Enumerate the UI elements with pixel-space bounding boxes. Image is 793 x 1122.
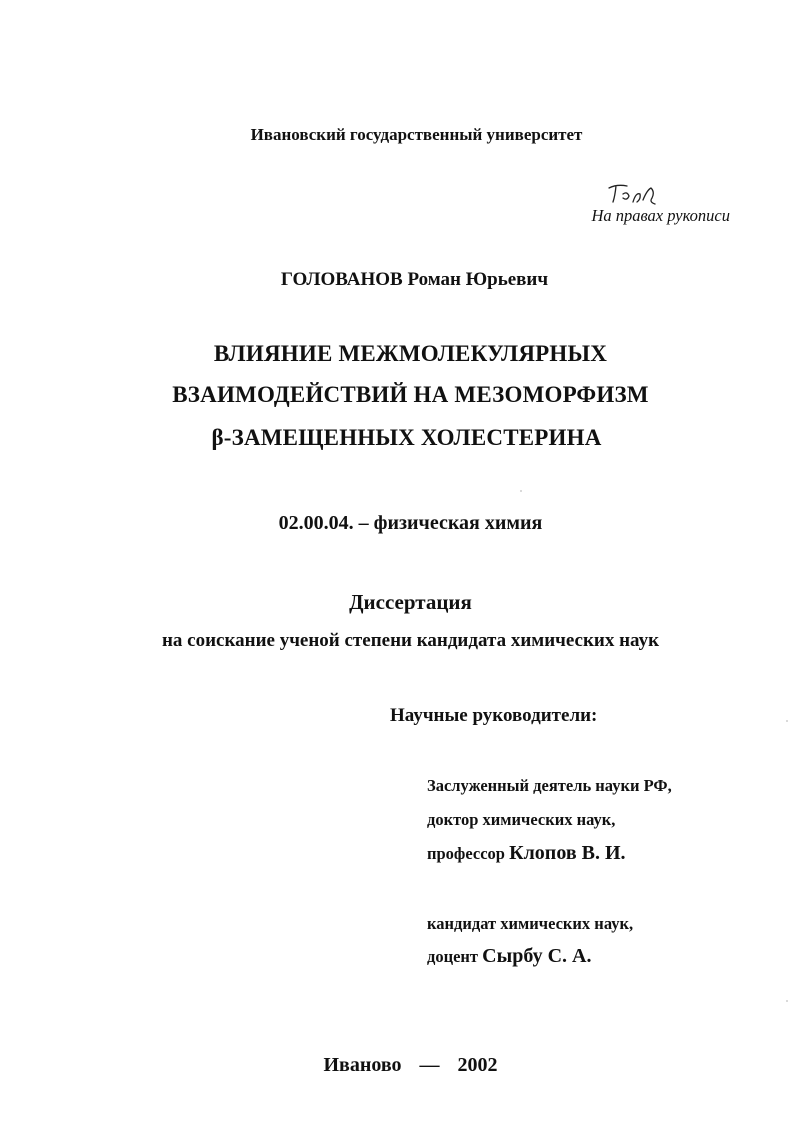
scan-speck: [786, 1000, 788, 1002]
specialty-code: 02.00.04. – физическая химия: [278, 512, 543, 534]
supervisor2-rank: доцент: [427, 947, 479, 966]
author-name: ГОЛОВАНОВ Роман Юрьевич: [280, 269, 549, 290]
title-line-2: ВЗАИМОДЕЙСТВИЙ НА МЕЗОМОРФИЗМ: [172, 382, 649, 407]
supervisor1-title: Заслуженный деятель науки РФ,: [427, 776, 672, 795]
university-name: Ивановский государственный университет: [250, 125, 583, 144]
degree-line: на соискание ученой степени кандидата химических наук: [161, 630, 660, 651]
supervisor1-name-line: [427, 842, 626, 865]
supervisors-heading: Научные руководители:: [390, 705, 598, 726]
title-line-3: β-ЗАМЕЩЕННЫХ ХОЛЕСТЕРИНА: [211, 425, 602, 450]
title-line-1: ВЛИЯНИЕ МЕЖМОЛЕКУЛЯРНЫХ: [213, 341, 608, 366]
scan-speck: [786, 720, 788, 722]
handwritten-signature: [603, 182, 663, 208]
dash-separator: —: [419, 1054, 440, 1076]
supervisor1-name: Клопов В. И.: [509, 842, 626, 864]
city: Иваново: [323, 1054, 402, 1076]
work-type: Диссертация: [349, 590, 472, 614]
city-year-line: [14, 1054, 793, 1077]
supervisor2-degree: кандидат химических наук,: [427, 914, 634, 933]
supervisor2-name-line: [427, 945, 591, 968]
supervisor2-name: Сырбу С. А.: [482, 945, 592, 967]
year: 2002: [457, 1054, 498, 1076]
scan-speck: [520, 490, 522, 492]
rights-note: На правах рукописи: [591, 206, 730, 225]
supervisor1-rank: профессор: [427, 844, 505, 863]
supervisor1-degree: доктор химических наук,: [427, 810, 616, 829]
